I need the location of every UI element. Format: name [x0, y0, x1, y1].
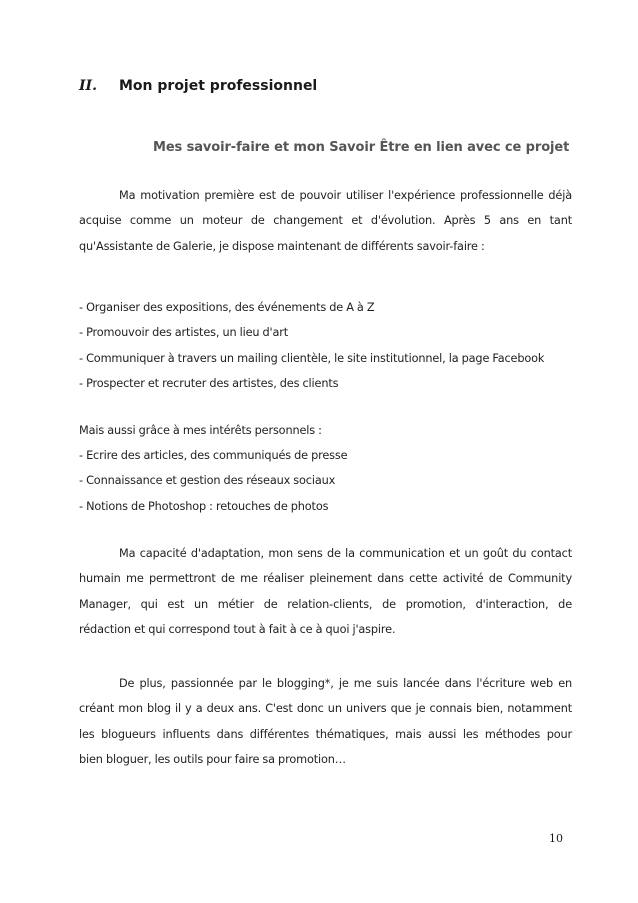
paragraph-line: les blogueurs influents dans différentes thématiques, mais aussi les méthodes pour — [79, 727, 572, 741]
list-item: - Ecrire des articles, des communiqués de presse — [79, 449, 348, 462]
list-item: - Prospecter et recruter des artistes, des clients — [79, 377, 339, 391]
paragraph-line: acquise comme un moteur de changement et d'évolution. Après 5 ans en tant — [79, 214, 572, 228]
page-number: 10 — [549, 832, 563, 845]
section-subheading: Mes savoir-faire et mon Savoir Être en lien avec ce projet — [153, 140, 570, 155]
skills-list — [79, 295, 579, 397]
paragraph-line: rédaction et qui correspond tout à fait à ce à quoi j'aspire. — [79, 623, 396, 637]
paragraph-line: qu'Assistante de Galerie, je dispose maintenant de différents savoir-faire : — [79, 239, 485, 253]
section-heading — [79, 78, 317, 94]
intro-paragraph — [79, 183, 572, 259]
interests-list — [79, 443, 579, 519]
paragraph-line: créant mon blog il y a deux ans. C'est donc un univers que je connais bien, notamment — [79, 702, 572, 716]
list-item: - Promouvoir des artistes, un lieu d'art — [79, 326, 289, 340]
paragraph-line: Ma capacité d'adaptation, mon sens de la communication et un goût du contact — [119, 547, 572, 560]
paragraph-line: Manager, qui est un métier de relation-clients, de promotion, d'interaction, de — [79, 597, 572, 611]
interests-lead: Mais aussi grâce à mes intérêts personnels : — [79, 424, 322, 437]
adaptation-paragraph — [79, 541, 572, 643]
list-item: - Connaissance et gestion des réseaux sociaux — [79, 474, 336, 488]
paragraph-line: bien bloguer, les outils pour faire sa promotion… — [79, 753, 346, 767]
list-item: - Organiser des expositions, des événements de A à Z — [79, 301, 375, 314]
paragraph-line: De plus, passionnée par le blogging*, je me suis lancée dans l'écriture web en — [119, 677, 572, 690]
paragraph-line: Ma motivation première est de pouvoir utiliser l'expérience professionnelle déjà — [119, 189, 572, 202]
section-title: Mon projet professionnel — [119, 78, 318, 94]
paragraph-line: humain me permettront de me réaliser pleinement dans cette activité de Community — [79, 572, 572, 586]
list-item: - Communiquer à travers un mailing clientèle, le site institutionnel, la page Facebook — [79, 351, 545, 365]
section-number: II. — [79, 78, 97, 94]
blogging-paragraph — [79, 671, 572, 773]
list-item: - Notions de Photoshop : retouches de photos — [79, 499, 329, 513]
